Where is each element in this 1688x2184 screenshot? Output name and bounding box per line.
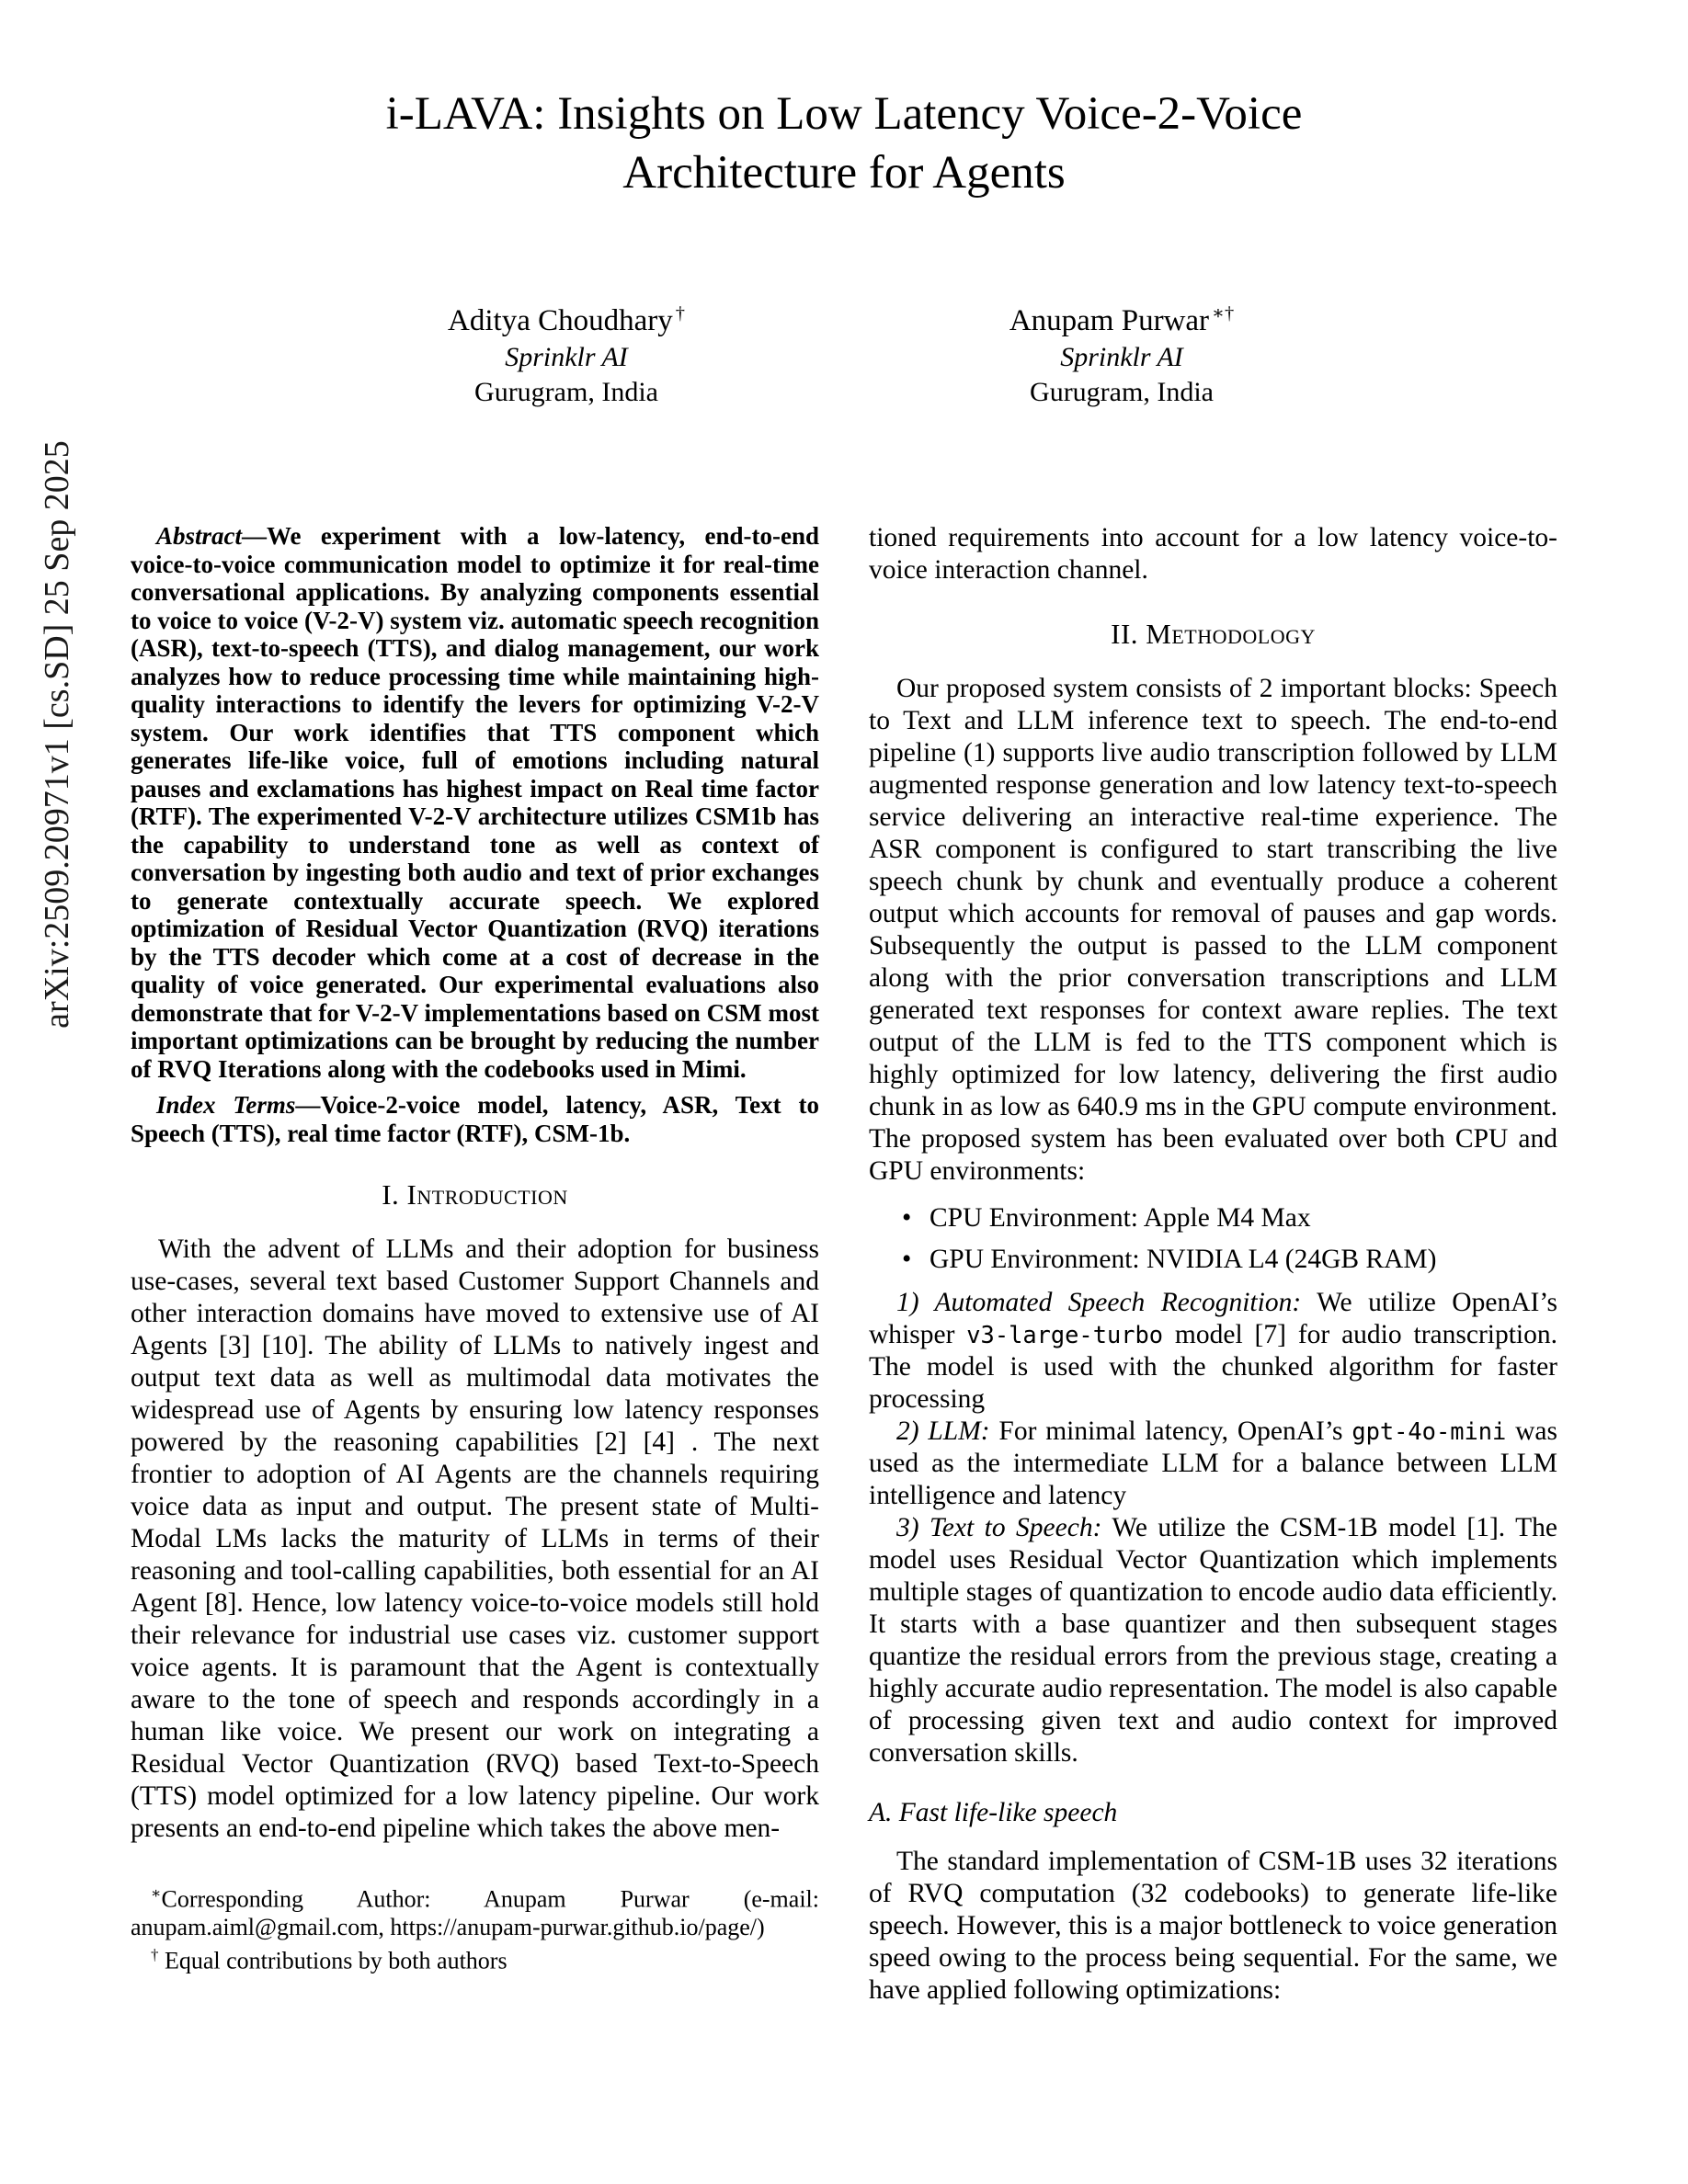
- author-1: [336, 294, 796, 410]
- author-2-name: [892, 294, 1352, 340]
- author-1-affiliation: Sprinklr AI: [505, 342, 628, 372]
- footnotes: [131, 1880, 819, 1974]
- footnote-1-marker: ∗: [151, 1884, 162, 1902]
- left-column: [131, 522, 819, 1974]
- item-text-to-speech: [869, 1512, 1557, 1769]
- cpu-environment-text: CPU Environment: Apple M4 Max: [930, 1203, 1311, 1233]
- footnote-2-marker: †: [151, 1945, 159, 1963]
- methodology-paragraph: Our proposed system consists of 2 important blocks: Speech to Text and LLM inference text to speech. The end-to-end pipeline (1) supports live audio transcription followed by LLM augmented response generation and low latency text-to-speech service delivering an interactive real-time experience. The ASR component is configured to start transcribing the live speech chunk by chunk and eventually produce a coherent output which accounts for removal of pauses and gap words. Subsequently the output is passed to the LLM component along with the prior conversation transcriptions and LLM generated text responses for context aware replies. The text output of the LLM is fed to the TTS component which is highly optimized for low latency, delivering the first audio chunk in as low as 640.9 ms in the GPU compute environment. The proposed system has been evaluated over both CPU and GPU environments:: [869, 674, 1557, 1186]
- author-block: [0, 294, 1688, 410]
- footnote-corresponding-author: [131, 1880, 819, 1941]
- gpu-environment-text: GPU Environment: NVIDIA L4 (24GB RAM): [930, 1245, 1437, 1274]
- author-2-affiliation: Sprinklr AI: [1060, 342, 1183, 372]
- item-automated-speech-recognition: [869, 1287, 1557, 1416]
- paper-title: i-LAVA: Insights on Low Latency Voice-2-Voice Architecture for Agents: [385, 88, 1303, 199]
- item-1-text: We utilize OpenAI’s whisper: [869, 1288, 1557, 1349]
- subsection-fast-life-like-speech-paragraph: The standard implementation of CSM-1B uses 32 iterations of RVQ computation (32 codebooks) to generate life-like speech. However, this is a major bottleneck to voice generation speed owing to the process being sequential. For the same, we have applied following optimizations:: [869, 1847, 1557, 2005]
- list-item-cpu-environment: [869, 1202, 1557, 1234]
- list-item-gpu-environment: [869, 1244, 1557, 1276]
- item-llm: [869, 1416, 1557, 1512]
- item-2-label: 2) LLM:: [896, 1416, 990, 1446]
- item-1-label: 1) Automated Speech Recognition:: [896, 1288, 1302, 1317]
- author-2-marker: ∗†: [1212, 303, 1235, 324]
- author-2-location: Gurugram, India: [1030, 377, 1214, 407]
- item-2-model-name: gpt-4o-mini: [1352, 1417, 1507, 1445]
- author-1-name-text: Aditya Choudhary: [448, 304, 673, 337]
- introduction-paragraph: With the advent of LLMs and their adoption for business use-cases, several text based Customer Support Channels and other interaction domains have moved to extensive use of AI Agents [3] [10]. The ability of LLMs to natively ingest and output text data as well as multimodal data motivates the widespread use of Agents by ensuring low latency responses powered by the reasoning capabilities [2] [4] . The next frontier to adoption of AI Agents are the channels requiring voice data as input and output. The present state of Multi-Modal LMs lacks the maturity of LLMs in terms of their reasoning and tool-calling capabilities, both essential for an AI Agent [8]. Hence, low latency voice-to-voice models still hold their relevance for industrial use cases viz. customer support voice agents. It is paramount that the Agent is contextually aware to the tone of speech and responds accordingly in a human like voice. We present our work on integrating a Residual Vector Quantization (RVQ) based Text-to-Speech (TTS) model optimized for a low latency pipeline. Our work presents an end-to-end pipeline which takes the above men-: [131, 1234, 819, 1843]
- author-2: [892, 294, 1352, 410]
- footnote-2-text: Equal contributions by both authors: [158, 1947, 508, 1974]
- abstract-text: —We experiment with a low-latency, end-to-end voice-to-voice communication model to optimize it for real-time conversational applications. By analyzing components essential to voice to voice (V-2-V) system viz. automatic speech recognition (ASR), text-to-speech (TTS), and dialog management, our work analyzes how to reduce processing time while maintaining high-quality interactions to identify the levers for optimizing V-2-V system. Our work identifies that TTS component which generates life-like voice, full of emotions including natural pauses and exclamations has highest impact on Real time factor (RTF). The experimented V-2-V architecture utilizes CSM1b has the capability to understand tone as well as context of conversation by ingesting both audio and text of prior exchanges to generate contextually accurate speech. We explored optimization of Residual Vector Quantization (RVQ) iterations by the TTS decoder which come at a cost of decrease in the quality of voice generated. Our experimental evaluations also demonstrate that for V-2-V implementations based on CSM most important optimizations can be brought by reducing the number of RVQ Iterations along with the codebooks used in Mimi.: [131, 522, 819, 1083]
- section-methodology-heading: II. Methodology: [1111, 618, 1316, 650]
- footnote-equal-contribution: [131, 1941, 819, 1975]
- item-2-text-post: was used as the intermediate LLM for a balance between LLM intelligence and latency: [869, 1416, 1557, 1510]
- abstract-label: Abstract: [156, 522, 243, 550]
- item-3-label: 3) Text to Speech:: [896, 1513, 1102, 1542]
- introduction-continuation-paragraph: tioned requirements into account for a low latency voice-to-voice interaction channel.: [869, 523, 1557, 585]
- index-terms-text: —Voice-2-voice model, latency, ASR, Text to Speech (TTS), real time factor (RTF), CSM-1b.: [131, 1091, 819, 1147]
- right-column: [869, 522, 1557, 2007]
- author-1-location: Gurugram, India: [474, 377, 658, 407]
- index-terms-label: Index Terms: [156, 1091, 296, 1119]
- abstract: [131, 522, 819, 1083]
- subsection-fast-life-like-speech-heading: A. Fast life-like speech: [869, 1798, 1118, 1827]
- item-2-text: For minimal latency, OpenAI’s: [989, 1416, 1352, 1446]
- item-1-text-post: model [7] for audio transcription. The model is used with the chunked algorithm for faster processing: [869, 1320, 1557, 1414]
- author-1-marker: †: [675, 303, 685, 324]
- index-terms: [131, 1091, 819, 1147]
- author-2-name-text: Anupam Purwar: [1009, 304, 1210, 337]
- footnote-1-text: Corresponding Author: Anupam Purwar (e-mail: anupam.aiml@gmail.com, https://anupam-purwar.github.io/page/): [131, 1885, 819, 1940]
- section-introduction-heading: I. Introduction: [382, 1178, 568, 1211]
- arxiv-watermark: arXiv:2509.20971v1 [cs.SD] 25 Sep 2025: [38, 440, 76, 1029]
- item-3-text: We utilize the CSM-1B model [1]. The model uses Residual Vector Quantization which implements multiple stages of quantization to encode audio data efficiently. It starts with a base quantizer and then subsequent stages quantize the residual errors from the previous stage, creating a highly accurate audio representation. The model is also capable of processing given text and audio context for improved conversation skills.: [869, 1513, 1557, 1768]
- environment-list: [869, 1202, 1557, 1276]
- author-1-name: [336, 294, 796, 340]
- bullet-icon: •: [902, 1245, 912, 1274]
- bullet-icon: •: [902, 1203, 912, 1233]
- item-1-model-name: v3-large-turbo: [966, 1321, 1164, 1348]
